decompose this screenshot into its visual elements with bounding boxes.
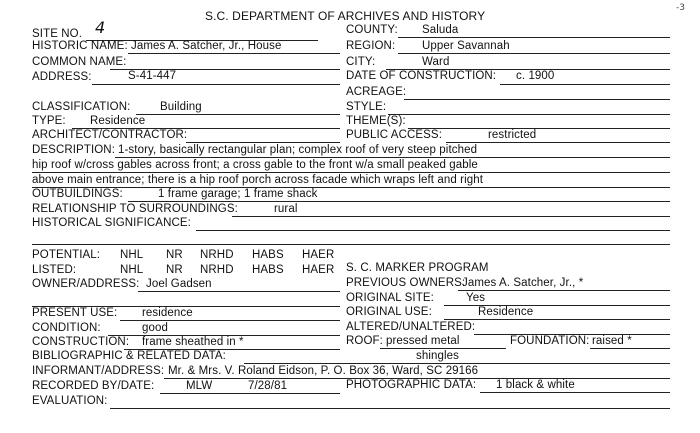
address-line	[92, 84, 340, 85]
evaluation-label: EVALUATION:	[32, 395, 108, 407]
section-divider	[32, 244, 670, 245]
present-use-value: residence	[142, 307, 193, 319]
outbuildings-line	[128, 201, 670, 202]
region-label: REGION:	[346, 40, 396, 52]
public-access-line	[446, 142, 670, 143]
condition-value: good	[142, 322, 168, 334]
date-construction-label: DATE OF CONSTRUCTION:	[346, 70, 497, 82]
present-use-line	[120, 320, 340, 321]
original-site-value: Yes	[466, 292, 486, 304]
photographic-label: PHOTOGRAPHIC DATA:	[346, 379, 477, 391]
public-access-label: PUBLIC ACCESS:	[346, 129, 442, 141]
previous-owners-line	[458, 290, 670, 291]
county-value: Saluda	[422, 24, 459, 36]
form-header: S.C. DEPARTMENT OF ARCHIVES AND HISTORY	[205, 9, 486, 23]
original-use-line	[444, 319, 670, 320]
description-line-2: hip roof w/cross gables across front; a cross gable to the front w/a small peaked gable	[32, 159, 478, 171]
classification-line	[136, 114, 340, 115]
owner-line	[138, 291, 340, 292]
address-value: S-41-447	[128, 70, 177, 82]
bibliographic-value: shingles	[416, 350, 459, 362]
historic-name-value: James A. Satcher, Jr., House	[131, 40, 282, 52]
classification-label: CLASSIFICATION:	[32, 101, 131, 113]
listed-label: LISTED:	[32, 264, 77, 276]
style-line	[388, 114, 670, 115]
recorded-line	[160, 393, 340, 394]
original-use-value: Residence	[478, 306, 534, 318]
foundation-value: raised *	[592, 335, 632, 347]
listed-habs: HABS	[252, 264, 284, 276]
evaluation-line	[110, 408, 670, 409]
bibliographic-line	[244, 363, 670, 364]
potential-nr: NR	[166, 249, 183, 261]
previous-owners-label: PREVIOUS OWNERS:	[346, 277, 466, 289]
marker-program: S. C. MARKER PROGRAM	[346, 262, 489, 274]
listed-nhl: NHL	[120, 264, 144, 276]
region-line	[398, 53, 670, 54]
owner-label: OWNER/ADDRESS:	[32, 278, 140, 290]
common-name-label: COMMON NAME:	[32, 56, 127, 68]
acreage-label: ACREAGE:	[346, 86, 407, 98]
foundation-line	[590, 348, 670, 349]
listed-nrhd: NRHD	[200, 264, 234, 276]
acreage-line	[404, 99, 670, 100]
informant-value: Mr. & Mrs. V. Roland Eidson, P. O. Box 36, Ward, SC 29166	[168, 365, 479, 377]
construction-value: frame sheathed in *	[142, 336, 244, 348]
recorded-date-value: 7/28/81	[248, 380, 288, 392]
recorded-by-value: MLW	[186, 380, 213, 392]
significance-label: HISTORICAL SIGNIFICANCE:	[32, 217, 191, 229]
type-value: Residence	[90, 115, 146, 127]
description-line-1: 1-story, basically rectangular plan; complex roof of very steep pitched	[118, 144, 478, 156]
architect-line	[186, 142, 340, 143]
altered-label: ALTERED/UNALTERED:	[346, 321, 476, 333]
public-access-value: restricted	[488, 129, 537, 141]
recorded-label: RECORDED BY/DATE:	[32, 380, 155, 392]
photographic-value: 1 black & white	[496, 379, 575, 391]
date-construction-value: c. 1900	[516, 70, 555, 82]
original-site-label: ORIGINAL SITE:	[346, 292, 434, 304]
relationship-line	[232, 216, 670, 217]
classification-value: Building	[160, 101, 202, 113]
county-label: COUNTY:	[346, 24, 398, 36]
relationship-value: rural	[274, 203, 298, 215]
significance-line	[196, 230, 670, 231]
potential-nhl: NHL	[120, 249, 144, 261]
relationship-label: RELATIONSHIP TO SURROUNDINGS:	[32, 203, 238, 215]
site-no-label: SITE NO.	[32, 28, 83, 40]
theme-line	[408, 128, 670, 129]
historic-name-line	[128, 53, 340, 54]
roof-label: ROOF:	[346, 335, 383, 347]
owner-value: Joel Gadsen	[146, 278, 212, 290]
architect-label: ARCHITECT/CONTRACTOR:	[32, 129, 188, 141]
condition-label: CONDITION:	[32, 322, 101, 334]
bibliographic-label: BIBLIOGRAPHIC & RELATED DATA:	[32, 350, 226, 362]
potential-label: POTENTIAL:	[32, 249, 101, 261]
description-label: DESCRIPTION:	[32, 144, 115, 156]
site-no-value: 4	[95, 18, 106, 37]
original-use-label: ORIGINAL USE:	[346, 306, 432, 318]
county-line	[398, 37, 670, 38]
listed-haer: HAER	[302, 264, 335, 276]
description-rule-2	[32, 172, 670, 173]
outbuildings-value: 1 frame garage; 1 frame shack	[158, 188, 318, 200]
city-label: CITY:	[346, 56, 376, 68]
roof-value: pressed metal	[386, 335, 460, 347]
historic-name-label: HISTORIC NAME:	[32, 40, 128, 52]
construction-label: CONSTRUCTION:	[32, 336, 130, 348]
theme-label: THEME(S):	[346, 115, 406, 127]
outbuildings-label: OUTBUILDINGS:	[32, 188, 123, 200]
description-line-3: above main entrance; there is a hip roof porch across facade which wraps left and right	[32, 174, 484, 186]
present-use-label: PRESENT USE:	[32, 307, 118, 319]
photographic-line	[480, 392, 670, 393]
previous-owners-value: James A. Satcher, Jr., *	[462, 277, 584, 289]
type-label: TYPE:	[32, 115, 66, 127]
corner-mark: -3	[676, 3, 685, 13]
informant-label: INFORMANT/ADDRESS:	[32, 365, 165, 377]
description-rule-3	[32, 187, 670, 188]
city-value: Ward	[422, 56, 450, 68]
style-label: STYLE:	[346, 101, 387, 113]
region-value: Upper Savannah	[422, 40, 510, 52]
potential-nrhd: NRHD	[200, 249, 234, 261]
address-label: ADDRESS:	[32, 71, 92, 83]
roof-line	[380, 348, 506, 349]
foundation-label: FOUNDATION:	[510, 335, 590, 347]
potential-habs: HABS	[252, 249, 284, 261]
description-rule-1	[115, 157, 670, 158]
potential-haer: HAER	[302, 249, 335, 261]
listed-nr: NR	[166, 264, 183, 276]
date-construction-line	[500, 84, 670, 85]
